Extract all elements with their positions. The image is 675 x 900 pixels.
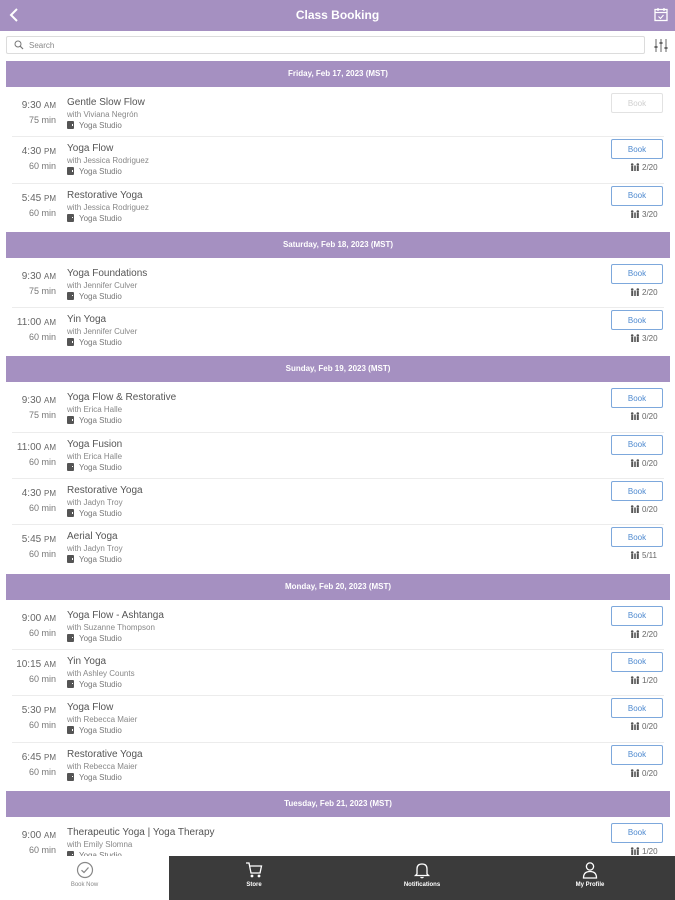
class-row[interactable] (6, 432, 670, 478)
class-schedule-list (6, 61, 670, 869)
time-ampm: AM (44, 396, 56, 406)
capacity-value: 1/20 (642, 846, 658, 856)
class-duration: 60 min (28, 161, 56, 172)
class-teacher: with Rebecca Maier (67, 761, 138, 771)
user-icon (581, 861, 599, 879)
class-capacity (630, 551, 666, 560)
capacity-value: 2/20 (642, 629, 658, 639)
day-header: Saturday, Feb 18, 2023 (MST) (6, 232, 670, 258)
time-ampm: PM (44, 193, 56, 203)
location-label: Yoga Studio (79, 633, 122, 643)
book-button[interactable]: Book (611, 435, 663, 455)
class-capacity (630, 412, 666, 421)
class-name: Restorative Yoga (67, 189, 143, 201)
cart-icon (245, 861, 263, 879)
book-button[interactable]: Book (611, 186, 663, 206)
class-teacher: with Jadyn Troy (67, 498, 123, 508)
capacity-value: 3/20 (642, 209, 658, 219)
class-teacher: with Jennifer Culver (67, 280, 138, 290)
class-location (67, 773, 122, 782)
calendar-icon[interactable] (654, 7, 668, 22)
tab-my-profile[interactable] (505, 856, 675, 900)
class-teacher: with Suzanne Thompson (67, 622, 155, 632)
time-value: 9:00 (21, 829, 42, 841)
time-ampm: AM (44, 318, 56, 328)
class-row[interactable] (6, 183, 670, 229)
search-box[interactable] (6, 36, 645, 54)
class-start-time (10, 613, 56, 624)
class-row[interactable] (6, 524, 670, 570)
class-capacity (630, 505, 666, 514)
class-duration: 60 min (28, 456, 56, 467)
class-start-time (10, 830, 56, 841)
class-location (67, 338, 122, 347)
time-value: 9:30 (21, 395, 42, 407)
book-button[interactable]: Book (611, 698, 663, 718)
class-row[interactable] (6, 307, 670, 353)
class-duration: 60 min (28, 627, 56, 638)
door-icon (67, 167, 74, 175)
location-label: Yoga Studio (79, 555, 122, 565)
people-icon (630, 847, 640, 855)
class-name: Yoga Flow (67, 143, 114, 155)
class-teacher: with Emily Slomna (67, 839, 133, 849)
time-value: 11:00 (16, 317, 42, 329)
tab-label: Notifications (403, 882, 441, 888)
tab-label: Store (246, 882, 262, 888)
time-value: 5:45 (21, 192, 42, 204)
door-icon (67, 121, 74, 129)
day-header: Monday, Feb 20, 2023 (MST) (6, 574, 670, 600)
location-label: Yoga Studio (79, 772, 122, 782)
search-row (0, 31, 675, 59)
tab-notifications[interactable] (339, 856, 505, 900)
class-name: Yoga Flow & Restorative (67, 392, 177, 404)
class-duration: 75 min (28, 115, 56, 125)
class-capacity (630, 163, 666, 172)
tab-book-now[interactable] (0, 856, 169, 900)
class-start-time (10, 146, 56, 157)
class-row[interactable] (6, 478, 670, 524)
class-capacity (630, 769, 666, 778)
class-row[interactable] (6, 742, 670, 788)
class-teacher: with Jadyn Troy (67, 544, 123, 554)
class-location (67, 292, 122, 301)
class-teacher: with Viviana Negrón (67, 110, 139, 119)
class-capacity (630, 676, 666, 685)
location-label: Yoga Studio (79, 167, 122, 177)
class-location (67, 121, 122, 130)
class-row[interactable] (6, 136, 670, 182)
class-row[interactable] (6, 695, 670, 741)
class-name: Yoga Foundations (67, 267, 148, 279)
people-icon (630, 210, 640, 218)
door-icon (67, 416, 74, 424)
class-teacher: with Ashley Counts (67, 668, 135, 678)
tab-bar-dark (169, 856, 675, 900)
class-teacher: with Rebecca Maier (67, 715, 138, 725)
class-name: Gentle Slow Flow (67, 97, 145, 108)
day-header: Sunday, Feb 19, 2023 (MST) (6, 356, 670, 382)
class-duration: 60 min (28, 720, 56, 731)
day-class-list (6, 603, 670, 788)
location-label: Yoga Studio (79, 121, 122, 130)
door-icon (67, 555, 74, 563)
class-teacher: with Erica Halle (67, 405, 123, 415)
door-icon (67, 680, 74, 688)
tab-label: Book Now (70, 882, 99, 888)
book-button[interactable]: Book (611, 745, 663, 765)
book-button[interactable]: Book (611, 139, 663, 159)
class-row[interactable] (6, 90, 670, 136)
time-ampm: AM (44, 830, 56, 840)
tab-store[interactable] (169, 856, 339, 900)
class-location (67, 634, 122, 643)
door-icon (67, 509, 74, 517)
location-label: Yoga Studio (79, 416, 122, 426)
class-duration: 60 min (28, 332, 56, 343)
capacity-value: 0/20 (642, 505, 658, 515)
class-name: Aerial Yoga (67, 531, 118, 543)
check-circle-icon (76, 861, 94, 879)
day-class-list (6, 261, 670, 354)
class-name: Yoga Fusion (67, 438, 123, 450)
class-start-time (10, 442, 56, 453)
people-icon (630, 163, 640, 171)
class-capacity (630, 210, 666, 219)
location-label: Yoga Studio (79, 213, 122, 223)
door-icon (67, 338, 74, 346)
class-duration: 60 min (28, 673, 56, 684)
search-input[interactable] (29, 38, 629, 52)
capacity-value: 0/20 (642, 722, 658, 732)
location-label: Yoga Studio (79, 291, 122, 301)
people-icon (630, 722, 640, 730)
page-title: Class Booking (295, 8, 380, 22)
class-capacity (630, 630, 666, 639)
time-value: 9:30 (21, 100, 42, 111)
time-ampm: AM (44, 659, 56, 669)
class-location (67, 416, 122, 425)
class-start-time (10, 100, 56, 111)
class-start-time (10, 488, 56, 499)
day-class-list (6, 90, 670, 229)
book-button[interactable]: Book (611, 264, 663, 284)
time-value: 9:30 (21, 270, 42, 282)
class-row[interactable] (6, 649, 670, 695)
class-name: Therapeutic Yoga | Yoga Therapy (67, 826, 215, 838)
class-location (67, 726, 122, 735)
class-duration: 60 min (28, 766, 56, 777)
capacity-value: 3/20 (642, 334, 658, 344)
time-ampm: AM (44, 271, 56, 281)
top-app-bar (0, 0, 675, 31)
class-duration: 60 min (28, 503, 56, 514)
class-location (67, 680, 122, 689)
time-ampm: PM (44, 535, 56, 545)
time-value: 5:30 (21, 705, 42, 717)
time-ampm: PM (44, 752, 56, 762)
capacity-value: 1/20 (642, 675, 658, 685)
people-icon (630, 630, 640, 638)
class-name: Yin Yoga (67, 655, 107, 667)
bottom-tab-bar (0, 856, 675, 900)
class-capacity (630, 722, 666, 731)
time-value: 11:00 (16, 441, 42, 453)
time-ampm: PM (44, 489, 56, 499)
door-icon (67, 463, 74, 471)
class-row[interactable] (6, 603, 670, 649)
class-teacher: with Jessica Rodriguez (67, 202, 149, 212)
class-start-time (10, 395, 56, 406)
book-button[interactable]: Book (611, 310, 663, 330)
capacity-value: 0/20 (642, 412, 658, 422)
day-class-list (6, 385, 670, 570)
location-label: Yoga Studio (79, 338, 122, 348)
time-value: 4:30 (21, 488, 42, 500)
location-label: Yoga Studio (79, 726, 122, 736)
time-value: 6:45 (21, 751, 42, 763)
class-duration: 75 min (28, 285, 56, 296)
class-teacher: with Jessica Rodriguez (67, 156, 149, 166)
class-start-time (10, 705, 56, 716)
bell-icon (413, 861, 431, 879)
class-location (67, 167, 122, 176)
door-icon (67, 726, 74, 734)
class-start-time (10, 752, 56, 763)
capacity-value: 2/20 (642, 163, 658, 173)
door-icon (67, 634, 74, 642)
time-ampm: PM (44, 706, 56, 716)
class-duration: 60 min (28, 844, 56, 855)
class-name: Yoga Flow (67, 702, 114, 714)
time-value: 10:15 (16, 658, 42, 670)
book-button[interactable]: Book (611, 823, 663, 843)
location-label: Yoga Studio (79, 679, 122, 689)
people-icon (630, 505, 640, 513)
people-icon (630, 459, 640, 467)
class-capacity (630, 459, 666, 468)
time-ampm: AM (44, 613, 56, 623)
book-button[interactable]: Book (611, 527, 663, 547)
book-button[interactable]: Book (611, 652, 663, 672)
class-capacity (630, 334, 666, 343)
class-start-time (10, 534, 56, 545)
day-header: Tuesday, Feb 21, 2023 (MST) (6, 791, 670, 817)
class-capacity (630, 847, 666, 856)
time-value: 4:30 (21, 146, 42, 158)
class-location (67, 555, 122, 564)
class-row[interactable] (6, 261, 670, 307)
door-icon (67, 773, 74, 781)
door-icon (67, 214, 74, 222)
capacity-value: 2/20 (642, 287, 658, 297)
time-ampm: AM (44, 442, 56, 452)
capacity-value: 0/20 (642, 458, 658, 468)
time-value: 9:00 (21, 612, 42, 624)
capacity-value: 5/11 (642, 551, 657, 561)
location-label: Yoga Studio (79, 509, 122, 519)
time-value: 5:45 (21, 534, 42, 546)
door-icon (67, 292, 74, 300)
class-location (67, 463, 122, 472)
people-icon (630, 551, 640, 559)
book-button[interactable]: Book (611, 388, 663, 408)
search-icon (14, 40, 24, 50)
class-duration: 60 min (28, 207, 56, 218)
class-row[interactable] (6, 385, 670, 431)
class-name: Yin Yoga (67, 314, 107, 326)
class-name: Restorative Yoga (67, 748, 143, 760)
people-icon (630, 334, 640, 342)
capacity-value: 0/20 (642, 768, 658, 778)
time-ampm: AM (44, 101, 56, 110)
people-icon (630, 412, 640, 420)
class-duration: 60 min (28, 549, 56, 560)
class-teacher: with Jennifer Culver (67, 327, 138, 337)
class-start-time (10, 659, 56, 670)
book-button[interactable]: Book (611, 481, 663, 501)
class-location (67, 509, 122, 518)
people-icon (630, 769, 640, 777)
location-label: Yoga Studio (79, 462, 122, 472)
class-name: Restorative Yoga (67, 485, 143, 497)
class-start-time (10, 271, 56, 282)
tab-book-now-area (0, 856, 169, 900)
class-teacher: with Erica Halle (67, 451, 123, 461)
book-button[interactable]: Book (611, 606, 663, 626)
people-icon (630, 288, 640, 296)
filter-sliders-icon[interactable] (653, 38, 669, 53)
people-icon (630, 676, 640, 684)
book-button: Book (611, 93, 663, 113)
class-name: Yoga Flow - Ashtanga (67, 609, 164, 621)
class-start-time (10, 193, 56, 204)
class-capacity (630, 288, 666, 297)
time-ampm: PM (44, 147, 56, 157)
day-header: Friday, Feb 17, 2023 (MST) (6, 61, 670, 87)
class-location (67, 214, 122, 223)
class-duration: 75 min (28, 410, 56, 421)
tab-label: My Profile (575, 882, 605, 888)
class-start-time (10, 317, 56, 328)
